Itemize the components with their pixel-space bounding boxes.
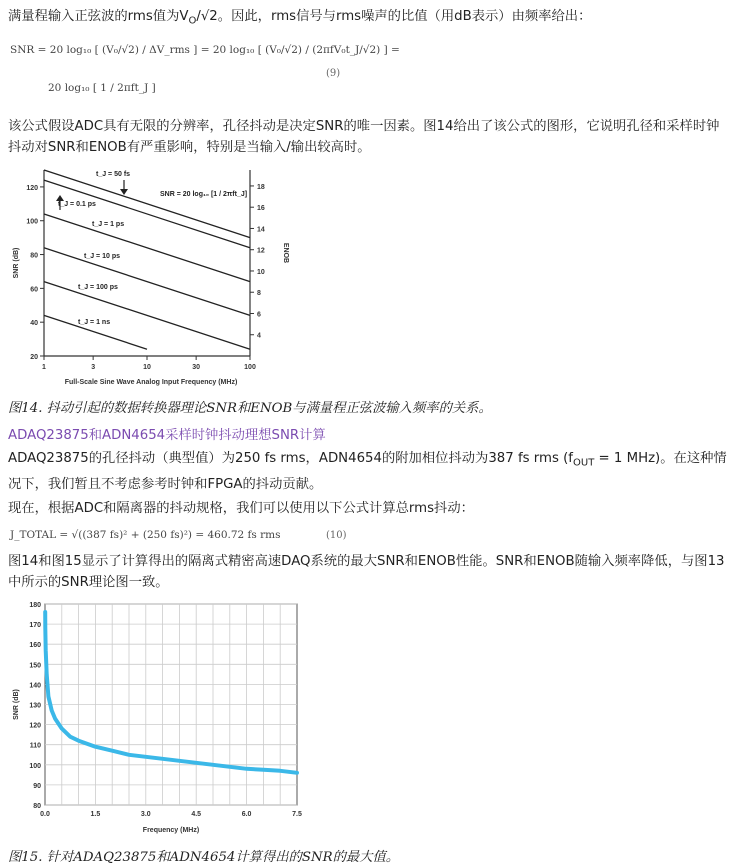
line-label: t_J = 10 ps bbox=[84, 253, 120, 260]
x-tick-label: 7.5 bbox=[292, 811, 302, 818]
y-tick-label: 180 bbox=[29, 602, 41, 609]
arrow-up-icon bbox=[56, 195, 64, 201]
line-label: t_J = 50 fs bbox=[96, 171, 131, 178]
y2-tick-label: 16 bbox=[257, 205, 265, 213]
y-tick-label: 60 bbox=[30, 286, 38, 294]
figure-15-caption: 图15. 针对ADAQ23875和ADN4654计算得出的SNR的最大值。 bbox=[8, 850, 400, 865]
x-tick-label: 1.5 bbox=[90, 811, 101, 818]
y-tick-label: 80 bbox=[30, 252, 38, 260]
jitter-snr-chart bbox=[8, 162, 298, 394]
equation-9-number: (9) bbox=[326, 68, 341, 79]
jitter-line bbox=[44, 248, 250, 316]
y-tick-label: 40 bbox=[30, 320, 38, 328]
max-snr-chart bbox=[8, 597, 308, 841]
results-paragraph: 图14和图15显示了计算得出的隔离式精密高速DAQ系统的最大SNR和ENOB性能。SNR和ENOB随输入频率降低，与图13中所示的SNR理论图一致。 bbox=[8, 554, 725, 590]
x-tick-label: 0.0 bbox=[40, 811, 50, 818]
y-tick-label: 120 bbox=[26, 184, 38, 192]
y-axis-label: SNR (dB) bbox=[13, 247, 20, 279]
y-tick-label: 150 bbox=[29, 662, 41, 670]
y-axis-label: SNR (dB) bbox=[13, 689, 20, 720]
x-tick-label: 6.0 bbox=[241, 811, 252, 818]
y2-tick-label: 4 bbox=[257, 332, 261, 340]
x-tick-label: 4.5 bbox=[191, 811, 202, 818]
assumption-paragraph: 该公式假设ADC具有无限的分辨率，孔径抖动是决定SNR的唯一因素。图14给出了该公式的图形，它说明孔径和采样时钟抖动对SNR和ENOB有严重影响，特别是当输入/输出较高时。 bbox=[8, 119, 720, 155]
y2-tick-label: 6 bbox=[257, 311, 261, 319]
equation-10: J_TOTAL = √((387 fs)² + (250 fs)²) = 460.72 fs rms bbox=[10, 529, 281, 541]
figure-14-caption: 图14. 抖动引起的数据转换器理论SNR和ENOB与满量程正弦波输入频率的关系。 bbox=[8, 401, 492, 416]
y2-tick-label: 18 bbox=[257, 183, 265, 191]
x-tick-label: 1 bbox=[42, 364, 46, 371]
y-tick-label: 100 bbox=[29, 762, 41, 770]
equation-10-number: (10) bbox=[326, 530, 347, 541]
y-tick-label: 160 bbox=[29, 642, 41, 650]
total-jitter-intro: 现在，根据ADC和隔离器的抖动规格，我们可以使用以下公式计算总rms抖动： bbox=[8, 501, 474, 516]
y-tick-label: 100 bbox=[26, 218, 38, 226]
equation-9-line1: SNR = 20 log₁₀ [ (V₀/√2) / ΔV_rms ] = 20 log₁₀ [ (V₀/√2) / (2πfV₀t_J/√2) ] = bbox=[10, 44, 400, 56]
y-tick-label: 130 bbox=[29, 702, 41, 710]
x-tick-label: 10 bbox=[143, 364, 151, 371]
intro-paragraph: 满量程输入正弦波的rms值为$V_O/√2$。因此，rms信号与rms噪声的比值（用dB表示）由频率给出： bbox=[8, 9, 592, 27]
y-tick-label: 80 bbox=[33, 803, 41, 810]
y2-tick-label: 10 bbox=[257, 268, 265, 276]
y-tick-label: 120 bbox=[29, 722, 41, 730]
arrow-down-icon bbox=[120, 189, 128, 195]
y2-tick-label: 8 bbox=[257, 290, 261, 298]
line-label: t_J = 1 ps bbox=[92, 221, 125, 228]
y-tick-label: 90 bbox=[33, 782, 41, 790]
snr-formula: SNR = 20 log₁₀ [1 / 2πft_J] bbox=[160, 191, 248, 198]
jitter-line bbox=[44, 282, 250, 350]
y-tick-label: 20 bbox=[30, 354, 38, 361]
y2-tick-label: 12 bbox=[257, 247, 265, 255]
x-tick-label: 3.0 bbox=[140, 811, 151, 818]
line-label: t_J = 100 ps bbox=[78, 284, 118, 291]
y-tick-label: 110 bbox=[29, 742, 41, 750]
y2-tick-label: 14 bbox=[257, 226, 265, 234]
section-title: ADAQ23875和ADN4654采样时钟抖动理想SNR计算 bbox=[8, 428, 326, 443]
y2-axis-label: ENOB bbox=[282, 242, 289, 264]
equation-9-line2: 20 log₁₀ [ 1 / 2πft_J ] bbox=[48, 82, 156, 94]
y-tick-label: 140 bbox=[29, 682, 41, 690]
x-axis-label: Full-Scale Sine Wave Analog Input Frequency (MHz) bbox=[64, 379, 238, 386]
line-label: t_J = 0.1 ps bbox=[58, 201, 96, 208]
x-tick-label: 3 bbox=[91, 364, 96, 371]
x-axis-label: Frequency (MHz) bbox=[142, 827, 200, 834]
x-tick-label: 100 bbox=[244, 364, 256, 371]
line-label: t_J = 1 ns bbox=[78, 319, 111, 326]
y-tick-label: 170 bbox=[29, 622, 41, 630]
x-tick-label: 30 bbox=[192, 364, 201, 371]
jitter-spec-paragraph: ADAQ23875的孔径抖动（典型值）为250 fs rms，ADN4654的附加相位抖动为387 fs rms ($f_{OUT} = 1$ MHz)。在这种情况下，我们暂且不考虑参考时钟和FPGA的抖动贡献。 bbox=[8, 451, 727, 492]
jitter-line bbox=[44, 214, 250, 282]
